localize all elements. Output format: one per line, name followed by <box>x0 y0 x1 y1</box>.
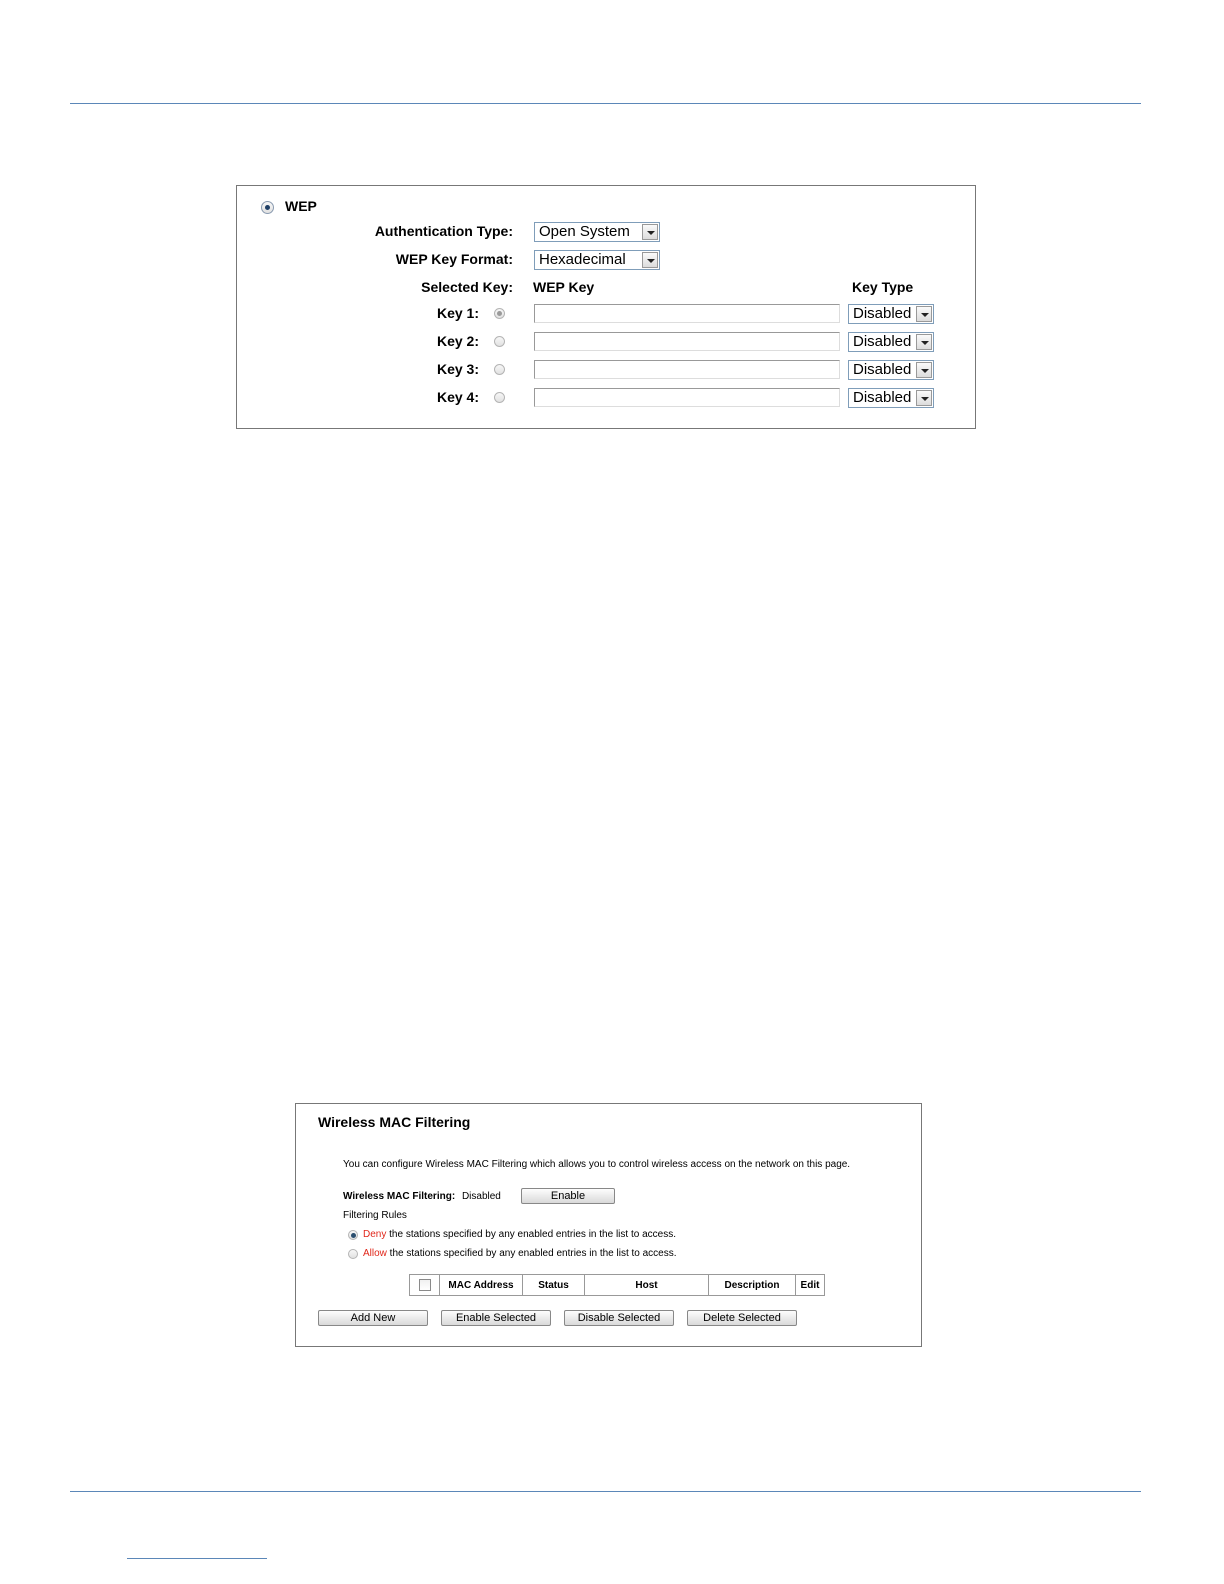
delete-selected-button[interactable]: Delete Selected <box>687 1310 797 1326</box>
mac-filtering-panel <box>295 1103 922 1347</box>
key-4-type-select[interactable] <box>848 388 934 408</box>
key-4-label: Key 4: <box>436 389 479 405</box>
table-header-row <box>410 1275 825 1296</box>
chevron-down-icon[interactable] <box>642 252 658 268</box>
column-description: Description <box>709 1275 796 1296</box>
disable-selected-button[interactable]: Disable Selected <box>564 1310 674 1326</box>
allow-description: the stations specified by any enabled entries in the list to access. <box>386 1248 677 1259</box>
key-1-label: Key 1: <box>436 305 479 321</box>
filtering-rules-label: Filtering Rules <box>343 1210 407 1221</box>
wep-key-format-label: WEP Key Format: <box>395 251 513 267</box>
key-2-type-select[interactable] <box>848 332 934 352</box>
key-1-radio[interactable] <box>494 308 505 319</box>
key-1-type-select[interactable] <box>848 304 934 324</box>
key-2-label: Key 2: <box>436 333 479 349</box>
key-1-input[interactable] <box>534 304 840 323</box>
column-host: Host <box>585 1275 709 1296</box>
key-4-radio[interactable] <box>494 392 505 403</box>
deny-rule-text <box>363 1229 676 1240</box>
allow-radio[interactable] <box>348 1249 358 1259</box>
wep-key-format-select[interactable] <box>534 250 660 270</box>
column-edit: Edit <box>796 1275 825 1296</box>
wep-key-format-value: Hexadecimal <box>539 251 626 268</box>
key-4-type-value: Disabled <box>853 389 912 406</box>
chevron-down-icon[interactable] <box>916 390 932 406</box>
authentication-type-select[interactable] <box>534 222 660 242</box>
enable-selected-button[interactable]: Enable Selected <box>441 1310 551 1326</box>
chevron-down-icon[interactable] <box>642 224 658 240</box>
deny-description: the stations specified by any enabled entries in the list to access. <box>386 1229 676 1240</box>
allow-rule-text <box>363 1248 677 1259</box>
key-2-radio[interactable] <box>494 336 505 347</box>
enable-button[interactable]: Enable <box>521 1188 615 1204</box>
authentication-type-label: Authentication Type: <box>374 223 513 239</box>
mac-filtering-intro: You can configure Wireless MAC Filtering which allows you to control wireless access on the network on this page. <box>343 1159 851 1170</box>
wep-title: WEP <box>285 198 317 214</box>
key-3-type-select[interactable] <box>848 360 934 380</box>
select-all-cell <box>410 1275 440 1296</box>
header-rule <box>70 103 1141 104</box>
wep-settings-panel <box>236 185 976 429</box>
column-status: Status <box>523 1275 585 1296</box>
key-type-header: Key Type <box>852 279 914 295</box>
authentication-type-value: Open System <box>539 223 630 240</box>
deny-radio[interactable] <box>348 1230 358 1240</box>
add-new-button[interactable]: Add New <box>318 1310 428 1326</box>
key-1-type-value: Disabled <box>853 305 912 322</box>
mac-filtering-title: Wireless MAC Filtering <box>318 1114 471 1130</box>
selected-key-header: Selected Key: <box>421 279 513 295</box>
mac-filtering-status-row <box>343 1191 501 1202</box>
deny-word: Deny <box>363 1229 387 1240</box>
key-4-input[interactable] <box>534 388 840 407</box>
mac-filtering-label: Wireless MAC Filtering: <box>343 1191 456 1202</box>
wep-key-header: WEP Key <box>533 279 595 295</box>
chevron-down-icon[interactable] <box>916 334 932 350</box>
column-mac-address: MAC Address <box>440 1275 523 1296</box>
wep-mode-radio[interactable] <box>261 201 274 214</box>
select-all-checkbox[interactable] <box>419 1279 431 1291</box>
key-2-type-value: Disabled <box>853 333 912 350</box>
key-3-radio[interactable] <box>494 364 505 375</box>
mac-address-table <box>409 1274 825 1296</box>
key-3-label: Key 3: <box>436 361 479 377</box>
key-2-input[interactable] <box>534 332 840 351</box>
key-3-type-value: Disabled <box>853 361 912 378</box>
key-3-input[interactable] <box>534 360 840 379</box>
footer-rule <box>70 1491 1141 1492</box>
allow-word: Allow <box>363 1248 387 1259</box>
chevron-down-icon[interactable] <box>916 362 932 378</box>
chevron-down-icon[interactable] <box>916 306 932 322</box>
footer-underline <box>127 1558 267 1559</box>
mac-filtering-status: Disabled <box>461 1191 501 1202</box>
